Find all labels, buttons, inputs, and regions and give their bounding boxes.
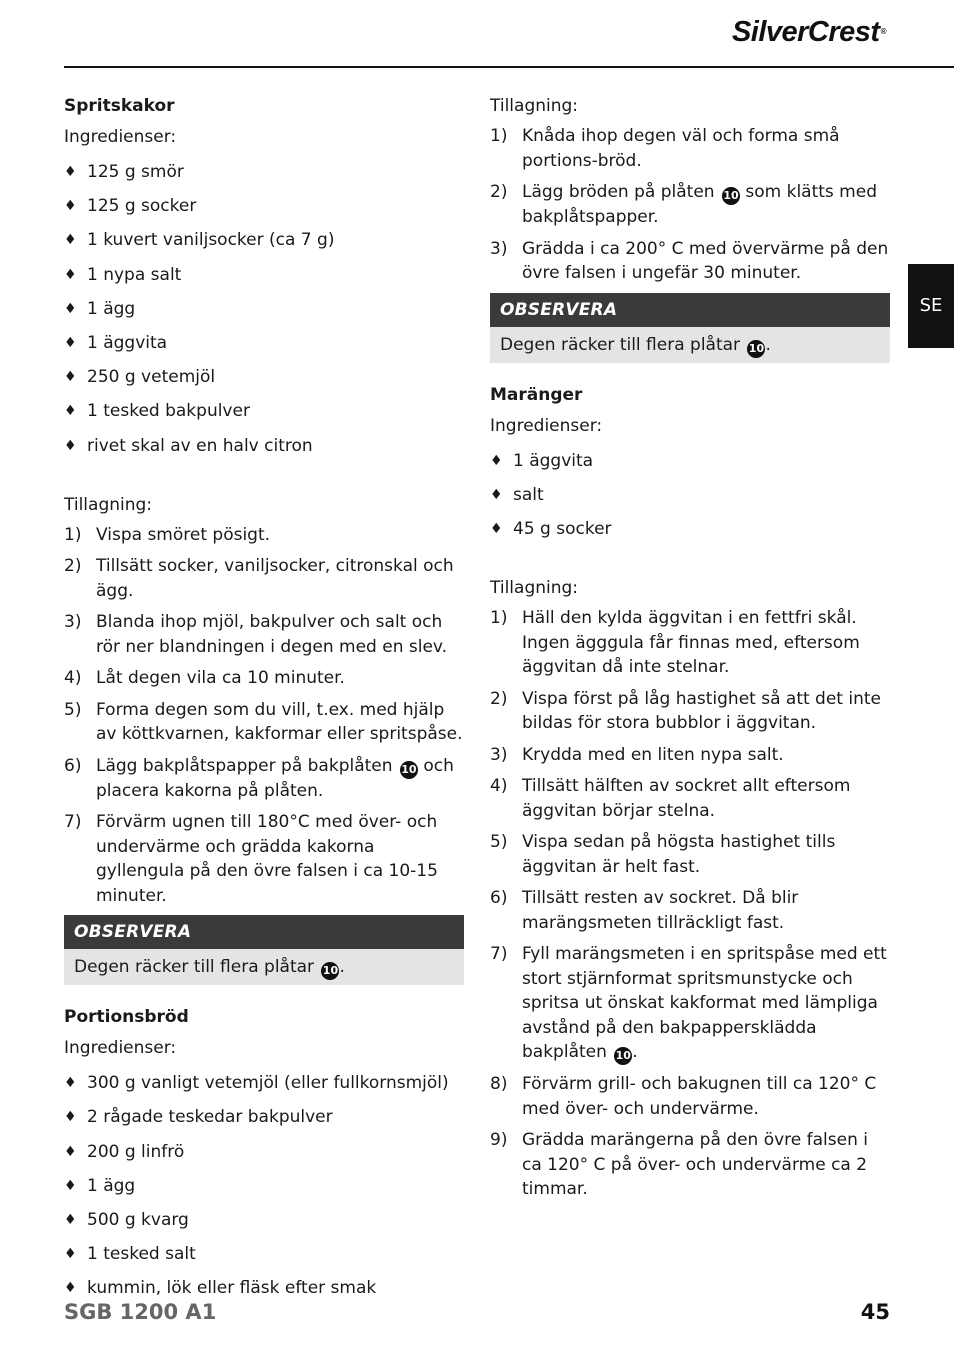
step-text: Forma degen som du vill, t.ex. med hjälp av köttkvarnen, kakformar eller spritspåse. [96, 699, 463, 745]
ingredient-text: 45 g socker [513, 518, 612, 539]
list-item [64, 292, 464, 326]
header-rule [64, 66, 954, 68]
list-item [64, 429, 464, 463]
diamond-bullet-icon: ♦ [490, 452, 503, 469]
ingredient-list-spritskakor [64, 155, 464, 463]
list-item [64, 1203, 464, 1237]
step-text-continued: och placera kakorna på plåten. [96, 755, 454, 801]
brand-name: SilverCrest [731, 16, 880, 48]
list-item [490, 687, 890, 736]
diamond-bullet-icon: ♦ [64, 1177, 77, 1194]
note-body [64, 949, 464, 985]
list-item [64, 554, 464, 603]
list-item [490, 774, 890, 823]
step-number: 3) [490, 744, 508, 765]
step-number: 3) [490, 238, 508, 259]
list-item [64, 1169, 464, 1203]
reference-number-icon: 10 [747, 340, 765, 358]
registered-mark: ® [880, 27, 886, 36]
step-number: 1) [490, 608, 508, 629]
step-text: Låt degen vila ca 10 minuter. [96, 668, 345, 689]
list-item [490, 237, 890, 286]
ingredient-text: 1 tesked bakpulver [87, 401, 250, 422]
list-item [490, 1128, 890, 1202]
diamond-bullet-icon: ♦ [64, 1109, 77, 1126]
footer-model-number: SGB 1200 A1 [64, 1300, 217, 1324]
list-item [64, 810, 464, 908]
language-code: SE [919, 295, 943, 316]
note-text-end: . [339, 957, 345, 978]
ingredient-text: 1 ägg [87, 298, 136, 319]
ingredient-text: salt [513, 484, 544, 505]
preparation-label: Tillagning: [64, 494, 153, 515]
step-list-maranger [490, 606, 890, 1202]
ingredient-text: 1 äggvita [87, 333, 168, 354]
list-item [64, 1066, 464, 1100]
step-number: 7) [64, 812, 82, 833]
ingredients-label: Ingredienser: [64, 1038, 177, 1059]
right-column [490, 92, 890, 1209]
list-item [64, 1135, 464, 1169]
list-item [64, 155, 464, 189]
diamond-bullet-icon: ♦ [64, 403, 77, 420]
ingredient-text: 1 nypa salt [87, 264, 182, 285]
section-title-maranger: Maränger [490, 384, 583, 405]
step-number: 1) [64, 524, 82, 545]
step-number: 9) [490, 1130, 508, 1151]
step-text: Vispa smöret pösigt. [96, 524, 271, 545]
diamond-bullet-icon: ♦ [490, 520, 503, 537]
step-number: 4) [64, 668, 82, 689]
section-title-spritskakor: Spritskakor [64, 96, 175, 116]
step-list-spritskakor [64, 523, 464, 909]
step-number: 5) [64, 699, 82, 720]
step-text: Tillsätt resten av sockret. Då blir marängsmeten tillräckligt fast. [522, 888, 799, 933]
list-item [490, 444, 890, 478]
ingredient-list-portionsbrod [64, 1066, 464, 1305]
language-tab [908, 264, 954, 348]
list-item [490, 180, 890, 230]
list-item [64, 1100, 464, 1134]
ingredient-text: 200 g linfrö [87, 1141, 185, 1162]
list-item [64, 523, 464, 548]
step-number: 8) [490, 1074, 508, 1095]
list-item [64, 610, 464, 659]
note-heading: OBSERVERA [490, 293, 890, 327]
list-item [490, 886, 890, 935]
list-item [64, 394, 464, 428]
step-text: Tillsätt hälften av sockret allt eftersom äggvitan börjar stelna. [522, 776, 851, 821]
step-number: 5) [490, 832, 508, 853]
reference-number-icon: 10 [321, 962, 339, 980]
diamond-bullet-icon: ♦ [64, 335, 77, 352]
list-item [490, 124, 890, 173]
section-title-portionsbrod: Portionsbröd [64, 1007, 189, 1028]
step-text-continued: som klätts med bakplåtspapper. [522, 182, 877, 227]
diamond-bullet-icon: ♦ [64, 369, 77, 386]
note-text-end: . [765, 334, 771, 355]
ingredient-text: 125 g smör [87, 162, 184, 183]
ingredients-label: Ingredienser: [64, 127, 177, 147]
preparation-label: Tillagning: [490, 96, 579, 116]
step-text: Grädda i ca 200° C med övervärme på den övre falsen i ungefär 30 minuter. [522, 238, 889, 283]
reference-number-icon: 10 [722, 187, 740, 205]
diamond-bullet-icon: ♦ [64, 300, 77, 317]
diamond-bullet-icon: ♦ [64, 1246, 77, 1263]
list-item [64, 1237, 464, 1271]
note-text: Degen räcker till flera plåtar [74, 957, 315, 978]
list-item [64, 223, 464, 257]
step-text: Förvärm ugnen till 180°C med över- och undervärme och grädda kakorna gyllengula på den övre falsen i ca 10-15 minuter. [96, 812, 438, 906]
list-item [64, 698, 464, 747]
ingredient-text: 1 tesked salt [87, 1244, 196, 1265]
list-item [64, 326, 464, 360]
list-item [490, 830, 890, 879]
ingredient-text: rivet skal av en halv citron [87, 435, 313, 456]
diamond-bullet-icon: ♦ [490, 486, 503, 503]
ingredients-label: Ingredienser: [490, 415, 603, 436]
reference-number-icon: 10 [614, 1047, 632, 1065]
diamond-bullet-icon: ♦ [64, 164, 77, 181]
ingredient-text: 250 g vetemjöl [87, 367, 216, 388]
step-text: Blanda ihop mjöl, bakpulver och salt och rör ner blandningen i degen med en slev. [96, 612, 448, 657]
diamond-bullet-icon: ♦ [64, 266, 77, 283]
ingredient-text: 500 g kvarg [87, 1210, 189, 1231]
list-item [490, 743, 890, 768]
step-text: Grädda marängerna på den övre falsen i ca 120° C på över- och undervärme ca 2 timmar. [522, 1130, 869, 1200]
step-number: 2) [490, 688, 508, 709]
diamond-bullet-icon: ♦ [64, 198, 77, 215]
diamond-bullet-icon: ♦ [64, 1075, 77, 1092]
list-item [490, 606, 890, 680]
left-column [64, 92, 464, 1306]
list-item [490, 1072, 890, 1121]
ingredient-text: 300 g vanligt vetemjöl (eller fullkornsmjöl) [87, 1073, 449, 1094]
list-item [64, 666, 464, 691]
diamond-bullet-icon: ♦ [64, 1143, 77, 1160]
step-text: Fyll marängsmeten i en spritspåse med ett stort stjärnformat spritsmunstycke och spritsa ut önskat kakformat med lämpliga avstånd på den bakpappersklädda bakplåten [522, 944, 887, 1063]
step-number: 7) [490, 944, 508, 965]
note-body [490, 327, 890, 363]
diamond-bullet-icon: ♦ [64, 1280, 77, 1297]
list-item [64, 189, 464, 223]
step-text: Lägg bröden på plåten [522, 182, 715, 202]
note-text: Degen räcker till flera plåtar [500, 334, 741, 355]
step-list-portionsbrod [490, 124, 890, 286]
ingredient-list-maranger [490, 444, 890, 547]
step-text: Lägg bakplåtspapper på bakplåten [96, 755, 393, 776]
step-number: 3) [64, 612, 82, 633]
step-text: Förvärm grill- och bakugnen till ca 120° C med över- och undervärme. [522, 1074, 877, 1119]
list-item [64, 258, 464, 292]
step-text: Häll den kylda äggvitan i en fettfri skål. Ingen ägggula får finnas med, eftersom äggvitan då inte stelnar. [522, 608, 860, 678]
step-number: 1) [490, 126, 508, 146]
step-text-continued: . [632, 1042, 638, 1063]
list-item [490, 512, 890, 546]
step-number: 2) [64, 556, 82, 577]
ingredient-text: 1 äggvita [513, 450, 594, 471]
step-number: 6) [64, 755, 82, 776]
diamond-bullet-icon: ♦ [64, 1212, 77, 1229]
step-number: 6) [490, 888, 508, 909]
ingredient-text: kummin, lök eller fläsk efter smak [87, 1278, 377, 1299]
diamond-bullet-icon: ♦ [64, 232, 77, 249]
note-box [490, 293, 890, 363]
diamond-bullet-icon: ♦ [64, 437, 77, 454]
ingredient-text: 1 kuvert vaniljsocker (ca 7 g) [87, 230, 335, 251]
preparation-label: Tillagning: [490, 578, 579, 599]
list-item [490, 478, 890, 512]
list-item [64, 754, 464, 804]
step-text: Vispa först på låg hastighet så att det inte bildas för stora bubblor i äggvitan. [522, 688, 882, 734]
ingredient-text: 125 g socker [87, 196, 197, 217]
step-text: Krydda med en liten nypa salt. [522, 744, 784, 765]
reference-number-icon: 10 [400, 761, 418, 779]
step-text: Knåda ihop degen väl och forma små portions-bröd. [522, 126, 840, 171]
step-text: Tillsätt socker, vaniljsocker, citronskal och ägg. [96, 556, 454, 601]
list-item [490, 942, 890, 1065]
step-text: Vispa sedan på högsta hastighet tills äggvitan är helt fast. [522, 832, 836, 877]
note-box [64, 915, 464, 985]
brand-logo [731, 16, 886, 48]
footer-page-number: 45 [860, 1300, 890, 1324]
step-number: 4) [490, 776, 508, 797]
step-number: 2) [490, 182, 508, 202]
ingredient-text: 1 ägg [87, 1175, 136, 1196]
list-item [64, 360, 464, 394]
ingredient-text: 2 rågade teskedar bakpulver [87, 1107, 333, 1128]
note-heading: OBSERVERA [64, 915, 464, 949]
